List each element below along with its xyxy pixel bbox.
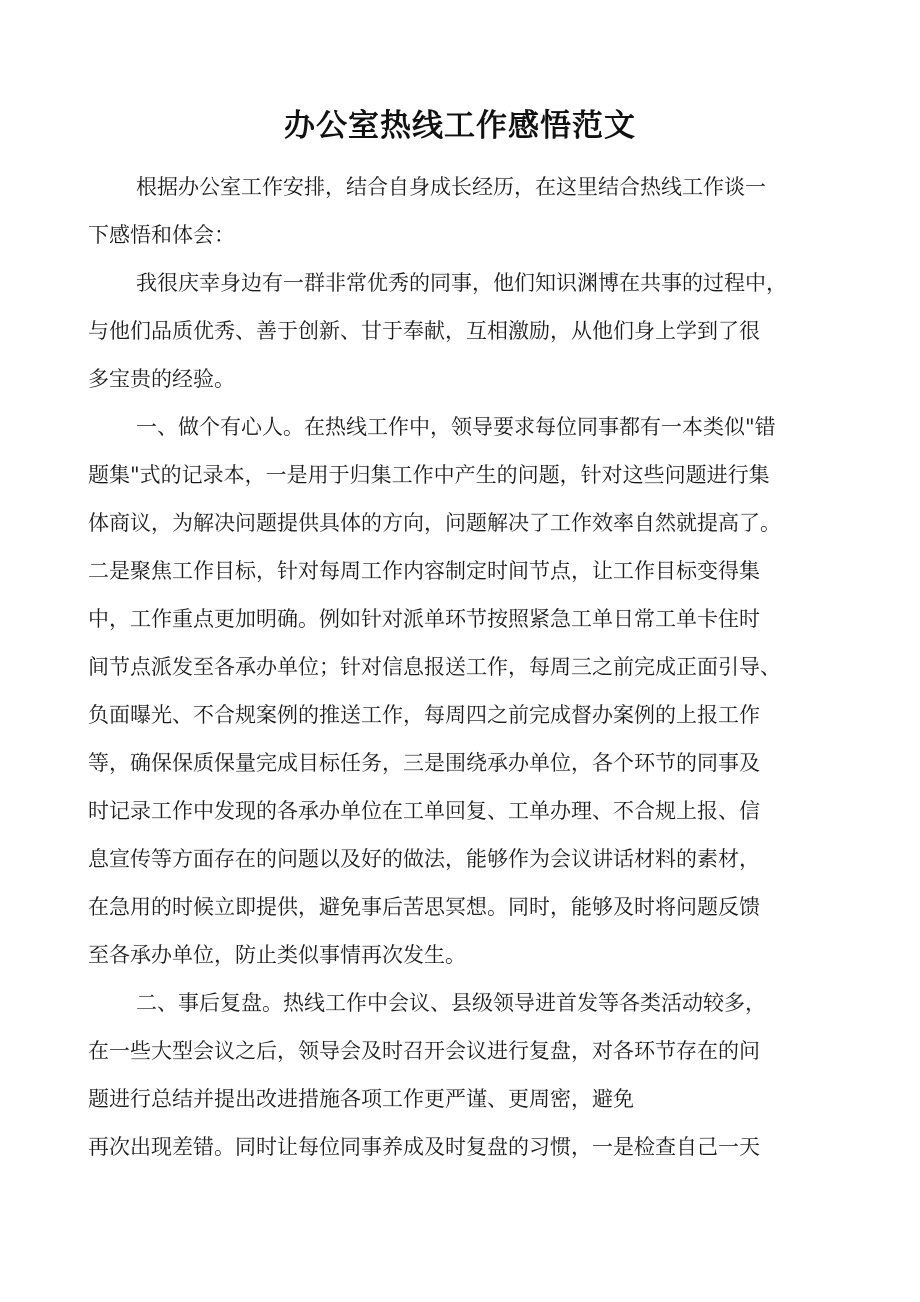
text-line: 根据办公室工作安排，结合自身成长经历，在这里结合热线工作谈一: [136, 175, 766, 199]
text-line: 题进行总结并提出改进措施各项工作更严谨、更周密，避免: [88, 1087, 634, 1111]
text-line: 时记录工作中发现的各承办单位在工单回复、工单办理、不合规上报、信: [88, 799, 760, 823]
text-line: 多宝贵的经验。: [88, 367, 235, 391]
text-line: 体商议，为解决问题提供具体的方向，问题解决了工作效率自然就提高了。: [88, 511, 781, 535]
text-line: 二、事后复盘。热线工作中会议、县级领导进首发等各类活动较多，: [136, 991, 766, 1015]
text-line: 在一些大型会议之后，领导会及时召开会议进行复盘，对各环节存在的问: [88, 1039, 760, 1063]
text-line: 我很庆幸身边有一群非常优秀的同事，他们知识渊博在共事的过程中，: [136, 271, 787, 295]
text-line: 中，工作重点更加明确。例如针对派单环节按照紧急工单日常工单卡住时: [88, 607, 760, 631]
text-line: 等，确保保质保量完成目标任务，三是围绕承办单位，各个环节的同事及: [88, 751, 760, 775]
text-line: 二是聚焦工作目标，针对每周工作内容制定时间节点，让工作目标变得集: [88, 559, 760, 583]
text-line: 间节点派发至各承办单位；针对信息报送工作，每周三之前完成正面引导、: [88, 655, 781, 679]
text-line: 与他们品质优秀、善于创新、甘于奉献，互相激励，从他们身上学到了很: [88, 319, 760, 343]
text-line: 下感悟和体会：: [88, 223, 235, 247]
text-line: 题集"式的记录本，一是用于归集工作中产生的问题，针对这些问题进行集: [88, 463, 770, 487]
text-line: 负面曝光、不合规案例的推送工作，每周四之前完成督办案例的上报工作: [88, 703, 760, 727]
text-line: 在急用的时候立即提供，避免事后苦思冥想。同时，能够及时将问题反馈: [88, 895, 760, 919]
text-line: 一、做个有心人。在热线工作中，领导要求每位同事都有一本类似"错: [136, 415, 776, 439]
text-line: 再次出现差错。同时让每位同事养成及时复盘的习惯，一是检查自己一天: [88, 1135, 760, 1159]
text-line: 至各承办单位，防止类似事情再次发生。: [88, 943, 466, 967]
text-line: 息宣传等方面存在的问题以及好的做法，能够作为会议讲话材料的素材，: [88, 847, 760, 871]
document-title: 办公室热线工作感悟范文: [284, 108, 636, 144]
